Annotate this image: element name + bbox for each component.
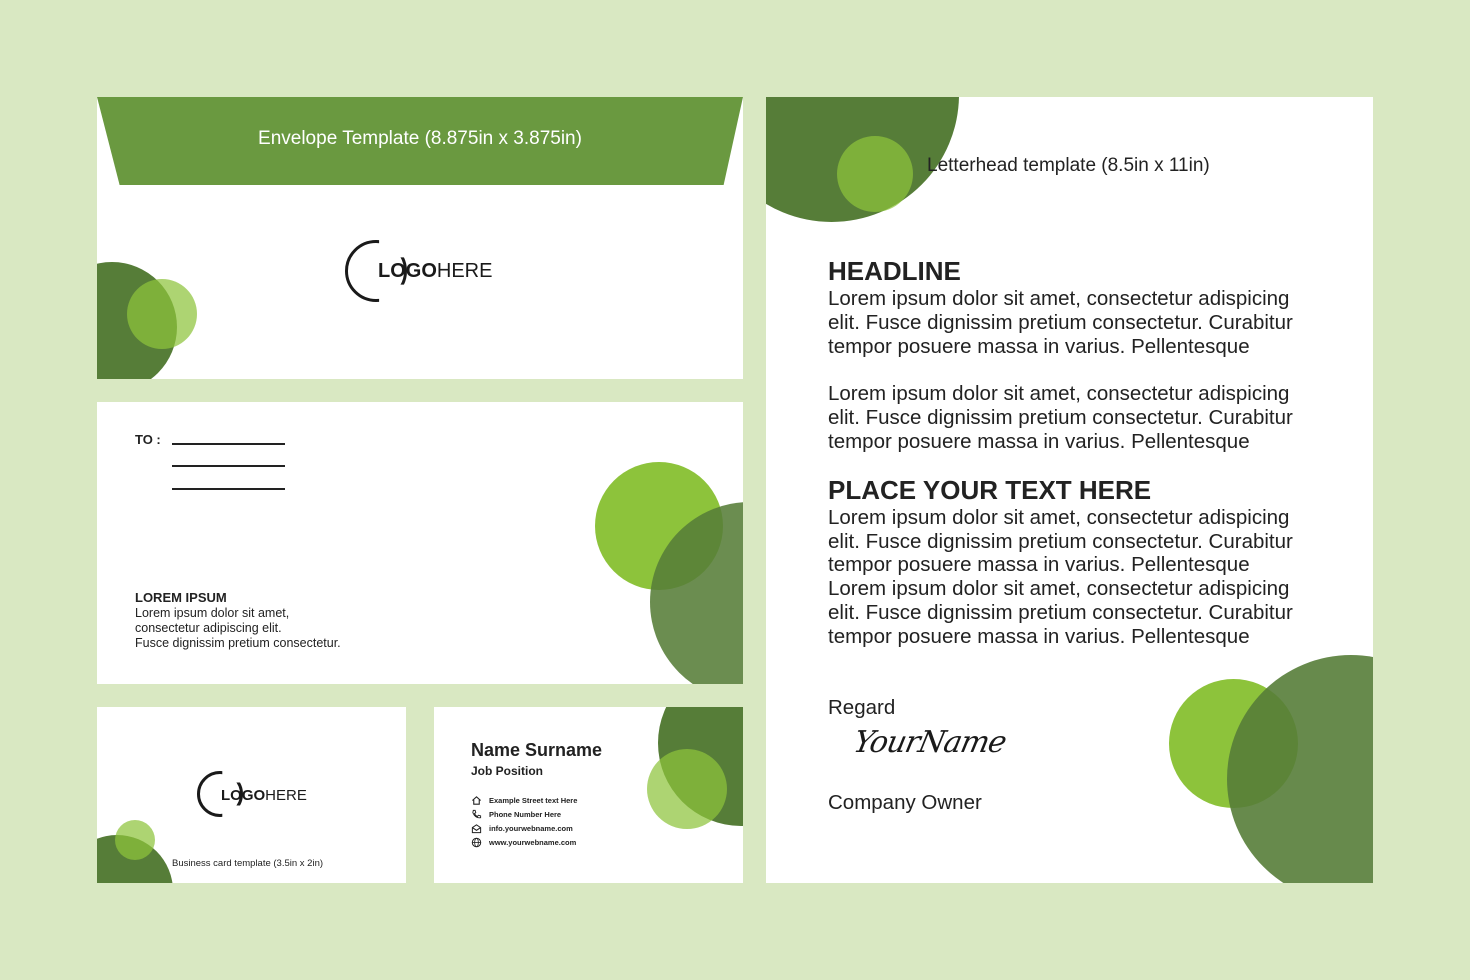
paragraph-3 bbox=[828, 506, 1348, 648]
paragraph-line: tempor posuere massa in varius. Pellentesque bbox=[828, 624, 1250, 648]
sender-line-1: Lorem ipsum dolor sit amet, bbox=[135, 606, 290, 620]
paragraph-line: Lorem ipsum dolor sit amet, consectetur adispicing bbox=[828, 287, 1290, 310]
subheadline: PLACE YOUR TEXT HERE bbox=[828, 475, 1152, 505]
sender-heading: LOREM IPSUM bbox=[135, 590, 227, 605]
address-line-2[interactable] bbox=[172, 465, 285, 467]
company-role: Company Owner bbox=[828, 791, 982, 814]
business-card-caption: Business card template (3.5in x 2in) bbox=[172, 858, 324, 869]
to-label: TO : bbox=[135, 432, 161, 447]
address-line-1[interactable] bbox=[172, 443, 285, 445]
phone-icon bbox=[471, 809, 482, 820]
paragraph-line: elit. Fusce dignissim pretium consectetur. Curabitur bbox=[828, 406, 1293, 429]
decor-circle-light bbox=[115, 820, 155, 860]
paragraph-line: elit. Fusce dignissim pretium consectetur. Curabitur bbox=[828, 529, 1293, 553]
business-logo bbox=[197, 771, 317, 819]
envelope-logo bbox=[345, 240, 505, 304]
paragraph-line: tempor posuere massa in varius. Pellentesque bbox=[828, 335, 1250, 358]
job-position: Job Position bbox=[471, 764, 543, 778]
envelope-title: Envelope Template (8.875in x 3.875in) bbox=[258, 128, 582, 149]
paragraph-line: Lorem ipsum dolor sit amet, consectetur adispicing bbox=[828, 577, 1290, 601]
paragraph-line: Lorem ipsum dolor sit amet, consectetur adispicing bbox=[828, 382, 1290, 405]
globe-icon bbox=[471, 837, 482, 848]
sender-line-2: consectetur adipiscing elit. bbox=[135, 621, 282, 635]
paragraph-line: tempor posuere massa in varius. Pellentesque bbox=[828, 430, 1250, 453]
address-line-3[interactable] bbox=[172, 488, 285, 490]
logo-bold-text: LOGO bbox=[378, 260, 437, 282]
business-card-back bbox=[434, 707, 743, 883]
contact-email: info.yourwebname.com bbox=[489, 824, 573, 833]
envelope-front bbox=[97, 97, 743, 379]
letterhead bbox=[766, 97, 1373, 883]
logo-light-text: HERE bbox=[265, 787, 307, 804]
regard-text: Regard bbox=[828, 696, 896, 719]
paragraph-line: elit. Fusce dignissim pretium consectetur. Curabitur bbox=[828, 600, 1293, 624]
decor-circle-light bbox=[127, 279, 197, 349]
contact-address: Example Street text Here bbox=[489, 796, 578, 805]
sender-line-3: Fusce dignissim pretium consectetur. bbox=[135, 636, 341, 650]
mail-icon bbox=[471, 823, 482, 834]
paragraph-line: elit. Fusce dignissim pretium consectetur. Curabitur bbox=[828, 311, 1293, 334]
decor-circle-light bbox=[647, 749, 727, 829]
headline: HEADLINE bbox=[828, 256, 961, 286]
contact-phone: Phone Number Here bbox=[489, 810, 562, 819]
paragraph-line: Lorem ipsum dolor sit amet, consectetur adispicing bbox=[828, 506, 1290, 529]
paragraph-2 bbox=[828, 382, 1348, 454]
home-icon bbox=[471, 795, 482, 806]
person-name: Name Surname bbox=[471, 740, 603, 760]
decor-circle-light bbox=[837, 136, 913, 212]
envelope-back bbox=[97, 402, 743, 684]
business-card-front bbox=[97, 707, 406, 883]
logo-light-text: HERE bbox=[436, 260, 493, 282]
signature: YourName bbox=[850, 725, 1009, 760]
paragraph-line: tempor posuere massa in varius. Pellentesque bbox=[828, 553, 1250, 577]
letterhead-title: Letterhead template (8.5in x 11in) bbox=[927, 155, 1210, 176]
logo-bold-text: LOGO bbox=[221, 787, 266, 804]
contact-website: www.yourwebname.com bbox=[489, 838, 577, 847]
paragraph-1 bbox=[828, 287, 1348, 359]
